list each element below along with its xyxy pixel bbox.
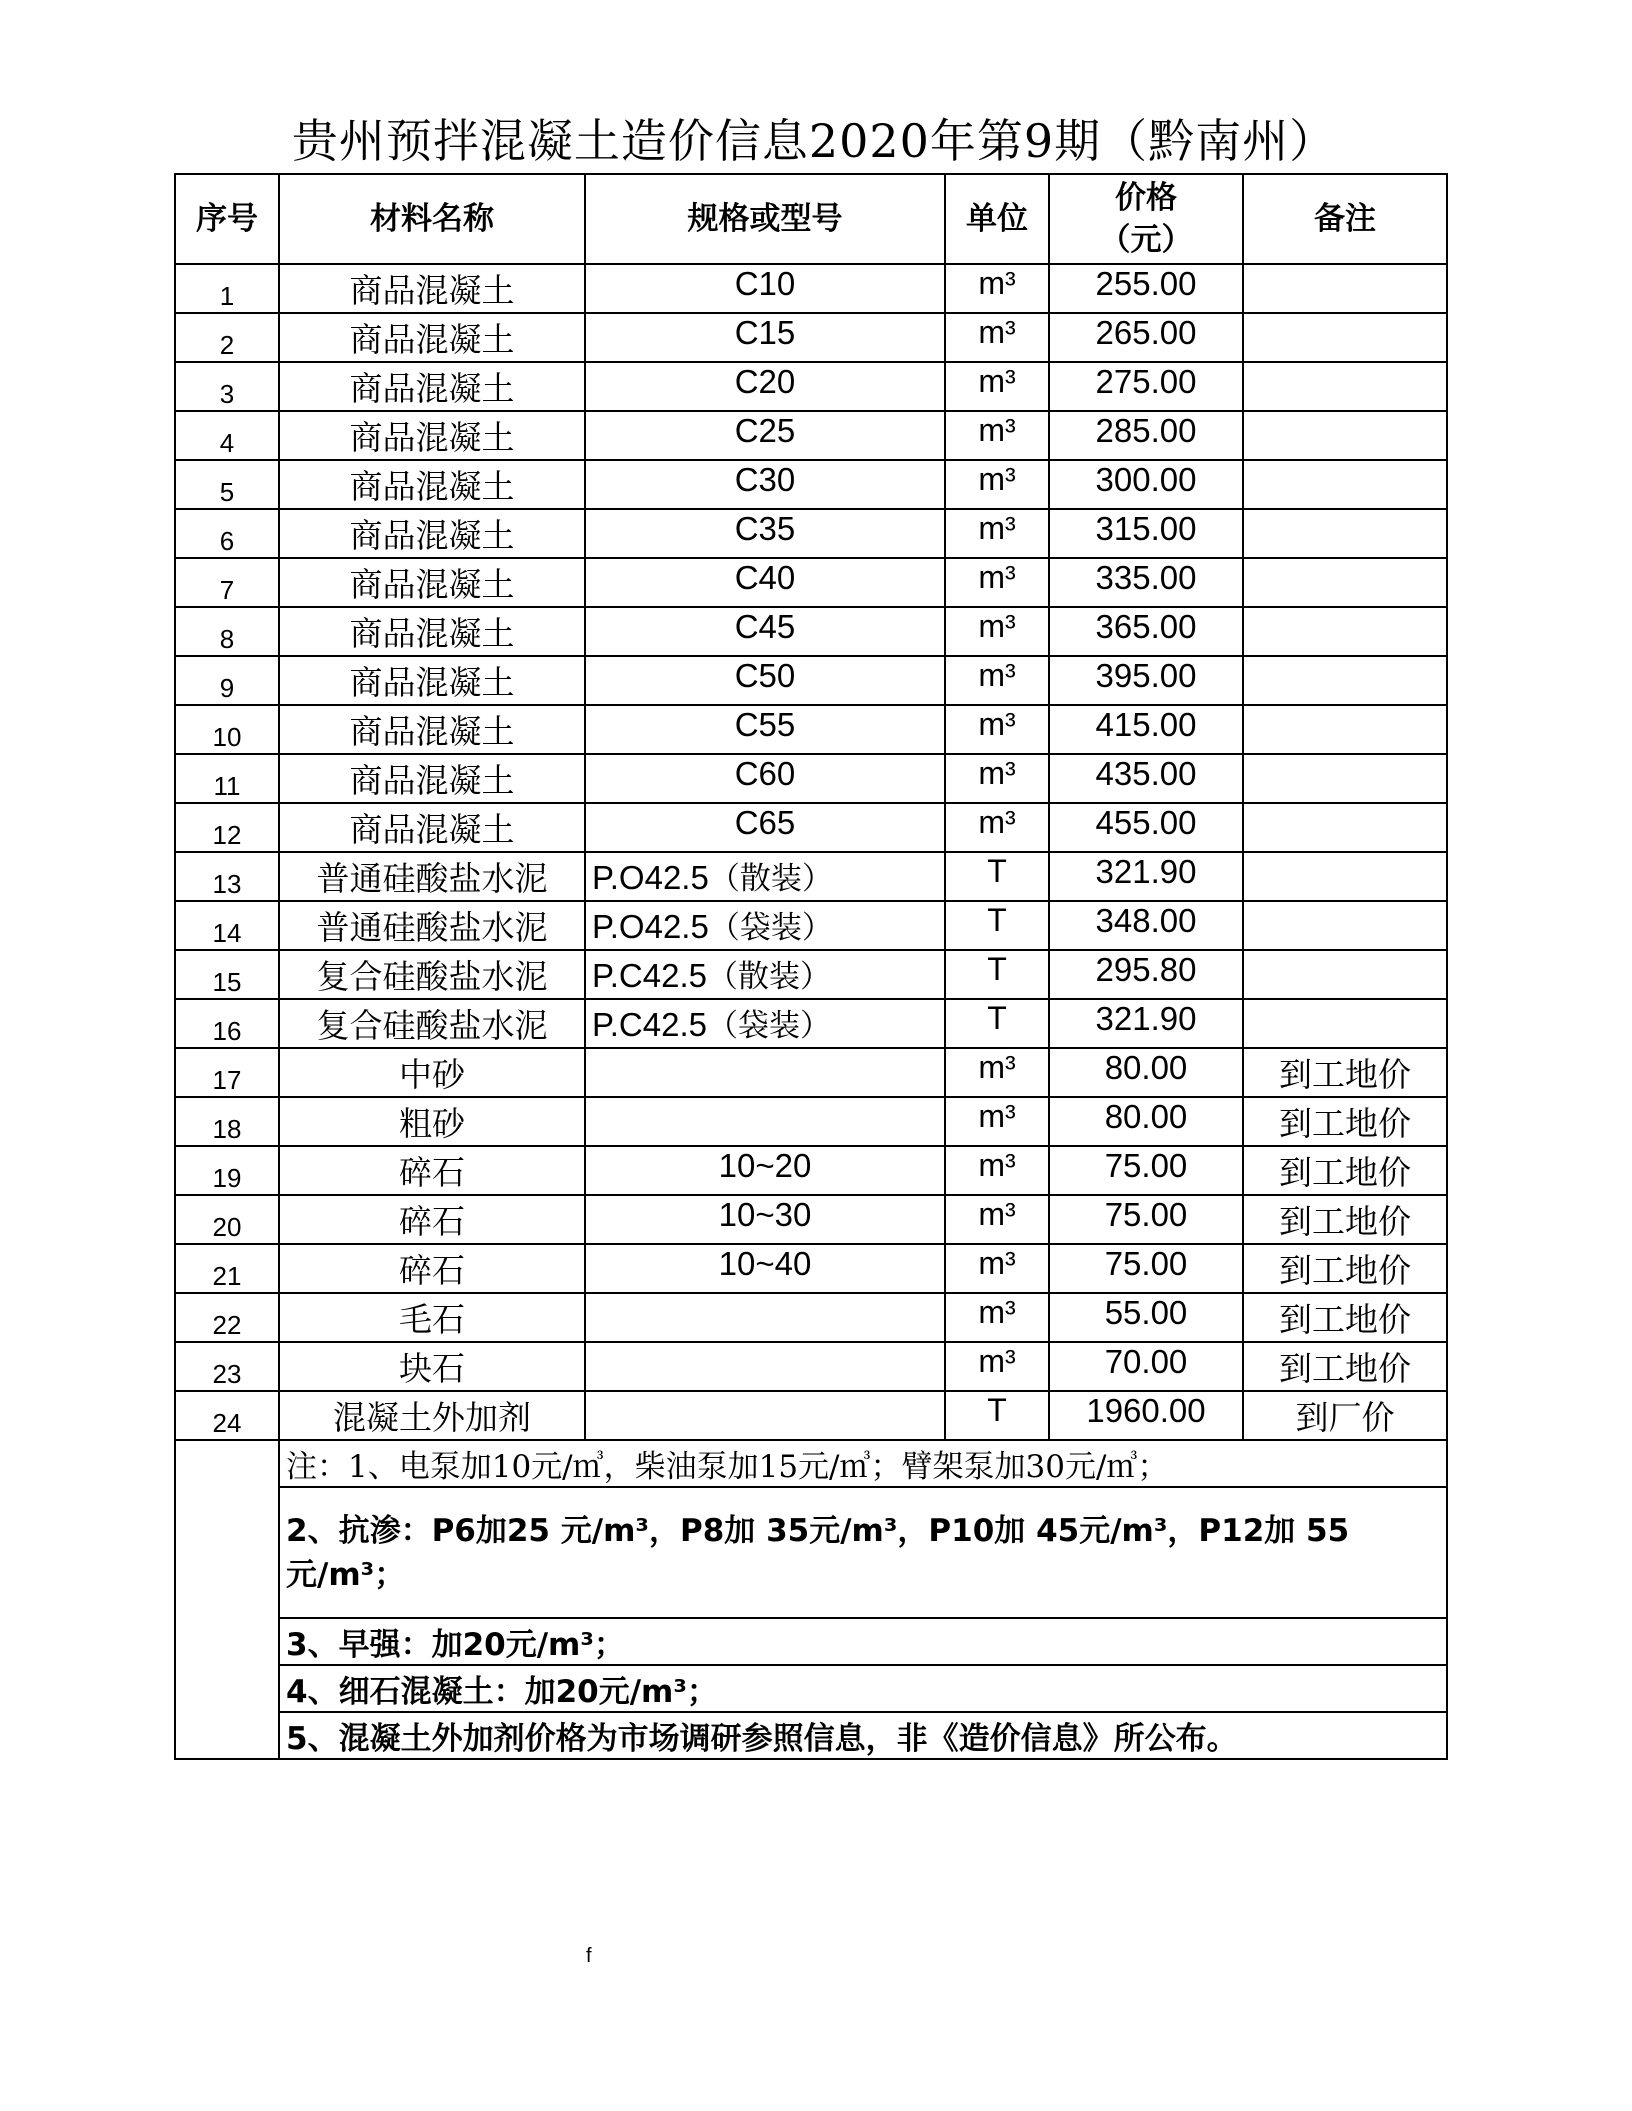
table-row: [175, 264, 1447, 313]
cell-unit: m³: [945, 1342, 1049, 1391]
cell-no: 17: [175, 1048, 279, 1097]
note-row: [175, 1712, 1447, 1759]
cell-remark: [1243, 999, 1447, 1048]
cell-price: 321.90: [1049, 852, 1243, 901]
cell-unit: m³: [945, 411, 1049, 460]
cell-no: 24: [175, 1391, 279, 1440]
cell-name: 商品混凝土: [279, 509, 585, 558]
table-row: [175, 509, 1447, 558]
table-row: [175, 950, 1447, 999]
page-title: 贵州预拌混凝土造价信息2020年第9期（黔南州）: [291, 114, 1337, 168]
cell-unit: m³: [945, 264, 1049, 313]
cell-name: 普通硅酸盐水泥: [279, 901, 585, 950]
cell-price: 80.00: [1049, 1048, 1243, 1097]
cell-spec: C60: [585, 754, 945, 803]
cell-spec: [585, 901, 945, 950]
header-price-line2: （元）: [1099, 222, 1193, 258]
cell-name: 商品混凝土: [279, 460, 585, 509]
cell-no: 14: [175, 901, 279, 950]
table-row: [175, 852, 1447, 901]
cell-no: 23: [175, 1342, 279, 1391]
table-row: [175, 1048, 1447, 1097]
cell-price: 395.00: [1049, 656, 1243, 705]
cell-no: 18: [175, 1097, 279, 1146]
cell-unit: m³: [945, 362, 1049, 411]
cell-name: 商品混凝土: [279, 411, 585, 460]
table-row: [175, 1244, 1447, 1293]
cell-remark: [1243, 950, 1447, 999]
spec-code: P.C42.5: [592, 1006, 707, 1043]
cell-remark: 到工地价: [1243, 1342, 1447, 1391]
note-3: 3、早强：加20元/m³；: [279, 1618, 1447, 1665]
cell-spec: 10~30: [585, 1195, 945, 1244]
cell-no: 16: [175, 999, 279, 1048]
cell-unit: m³: [945, 1048, 1049, 1097]
cell-remark: [1243, 803, 1447, 852]
table-row: [175, 656, 1447, 705]
cell-price: 265.00: [1049, 313, 1243, 362]
cell-remark: 到厂价: [1243, 1391, 1447, 1440]
cell-price: 80.00: [1049, 1097, 1243, 1146]
cell-no: 8: [175, 607, 279, 656]
cell-unit: m³: [945, 509, 1049, 558]
cell-price: 75.00: [1049, 1146, 1243, 1195]
table-row: [175, 705, 1447, 754]
cell-spec: [585, 999, 945, 1048]
cell-remark: [1243, 607, 1447, 656]
cell-no: 1: [175, 264, 279, 313]
spec-pack: （散装）: [708, 861, 833, 897]
cell-price: 335.00: [1049, 558, 1243, 607]
cell-name: 商品混凝土: [279, 803, 585, 852]
note-1: 注：1、电泵加10元/㎥，柴油泵加15元/㎥；臂架泵加30元/㎥；: [279, 1440, 1447, 1487]
cell-unit: T: [945, 1391, 1049, 1440]
cell-spec: C50: [585, 656, 945, 705]
cell-name: 商品混凝土: [279, 362, 585, 411]
cell-remark: [1243, 313, 1447, 362]
cell-spec: C20: [585, 362, 945, 411]
notes-blank-cell: [175, 1440, 279, 1759]
cell-no: 9: [175, 656, 279, 705]
table-body: [175, 264, 1447, 1759]
cell-unit: m³: [945, 1146, 1049, 1195]
cell-remark: 到工地价: [1243, 1293, 1447, 1342]
table-row: [175, 1097, 1447, 1146]
table-header-row: [175, 174, 1447, 264]
cell-spec: [585, 950, 945, 999]
cell-name: 碎石: [279, 1146, 585, 1195]
cell-spec: [585, 1048, 945, 1097]
header-no: 序号: [175, 174, 279, 264]
cell-price: 1960.00: [1049, 1391, 1243, 1440]
cell-price: 275.00: [1049, 362, 1243, 411]
cell-name: 商品混凝土: [279, 313, 585, 362]
cell-remark: 到工地价: [1243, 1048, 1447, 1097]
cell-name: 商品混凝土: [279, 264, 585, 313]
table-row: [175, 411, 1447, 460]
cell-price: 55.00: [1049, 1293, 1243, 1342]
cell-unit: m³: [945, 754, 1049, 803]
cell-name: 粗砂: [279, 1097, 585, 1146]
cell-spec: C10: [585, 264, 945, 313]
cell-price: 75.00: [1049, 1244, 1243, 1293]
cell-remark: 到工地价: [1243, 1146, 1447, 1195]
cell-price: 415.00: [1049, 705, 1243, 754]
table-row: [175, 1342, 1447, 1391]
header-price: [1049, 174, 1243, 264]
cell-no: 4: [175, 411, 279, 460]
cell-remark: [1243, 705, 1447, 754]
cell-price: 295.80: [1049, 950, 1243, 999]
cell-no: 5: [175, 460, 279, 509]
cell-unit: T: [945, 999, 1049, 1048]
note-row: [175, 1618, 1447, 1665]
table-row: [175, 1293, 1447, 1342]
spec-code: P.O42.5: [592, 908, 709, 945]
cell-name: 商品混凝土: [279, 705, 585, 754]
cell-no: 13: [175, 852, 279, 901]
cell-price: 75.00: [1049, 1195, 1243, 1244]
cell-spec: [585, 1097, 945, 1146]
cell-price: 435.00: [1049, 754, 1243, 803]
cell-remark: [1243, 901, 1447, 950]
cell-spec: C30: [585, 460, 945, 509]
cell-spec: [585, 1342, 945, 1391]
table-row: [175, 1146, 1447, 1195]
footer-mark: f: [586, 1945, 592, 1967]
cell-no: 6: [175, 509, 279, 558]
cell-remark: [1243, 362, 1447, 411]
cell-name: 碎石: [279, 1195, 585, 1244]
table-row: [175, 999, 1447, 1048]
cell-no: 19: [175, 1146, 279, 1195]
cell-spec: C55: [585, 705, 945, 754]
cell-unit: T: [945, 950, 1049, 999]
cell-spec: 10~20: [585, 1146, 945, 1195]
cell-name: 商品混凝土: [279, 558, 585, 607]
cell-spec: C45: [585, 607, 945, 656]
table-row: [175, 754, 1447, 803]
cell-no: 3: [175, 362, 279, 411]
table-row: [175, 803, 1447, 852]
spec-code: P.O42.5: [592, 859, 709, 896]
cell-unit: m³: [945, 313, 1049, 362]
cell-unit: m³: [945, 460, 1049, 509]
cell-unit: m³: [945, 1293, 1049, 1342]
cell-spec: [585, 852, 945, 901]
cell-remark: 到工地价: [1243, 1097, 1447, 1146]
cell-unit: m³: [945, 705, 1049, 754]
cell-no: 10: [175, 705, 279, 754]
cell-price: 455.00: [1049, 803, 1243, 852]
cell-spec: 10~40: [585, 1244, 945, 1293]
price-table: [174, 173, 1448, 1760]
cell-unit: m³: [945, 1244, 1049, 1293]
table-row: [175, 607, 1447, 656]
table-row: [175, 901, 1447, 950]
cell-spec: C65: [585, 803, 945, 852]
note-4: 4、细石混凝土：加20元/m³；: [279, 1665, 1447, 1712]
cell-no: 20: [175, 1195, 279, 1244]
cell-price: 315.00: [1049, 509, 1243, 558]
cell-no: 21: [175, 1244, 279, 1293]
spec-code: P.C42.5: [592, 957, 707, 994]
spec-pack: （散装）: [706, 959, 831, 995]
cell-spec: C35: [585, 509, 945, 558]
cell-remark: [1243, 509, 1447, 558]
cell-name: 复合硅酸盐水泥: [279, 950, 585, 999]
cell-remark: [1243, 656, 1447, 705]
cell-unit: m³: [945, 803, 1049, 852]
cell-remark: [1243, 754, 1447, 803]
cell-no: 15: [175, 950, 279, 999]
cell-no: 22: [175, 1293, 279, 1342]
header-unit: 单位: [945, 174, 1049, 264]
spec-pack: （袋装）: [706, 1008, 831, 1044]
cell-price: 348.00: [1049, 901, 1243, 950]
cell-price: 255.00: [1049, 264, 1243, 313]
cell-name: 毛石: [279, 1293, 585, 1342]
header-name: 材料名称: [279, 174, 585, 264]
cell-remark: [1243, 460, 1447, 509]
cell-spec: [585, 1293, 945, 1342]
note-row: [175, 1487, 1447, 1618]
cell-spec: [585, 1391, 945, 1440]
cell-name: 复合硅酸盐水泥: [279, 999, 585, 1048]
header-remark: 备注: [1243, 174, 1447, 264]
cell-remark: 到工地价: [1243, 1244, 1447, 1293]
cell-name: 商品混凝土: [279, 607, 585, 656]
cell-name: 中砂: [279, 1048, 585, 1097]
note-row: [175, 1440, 1447, 1487]
cell-no: 11: [175, 754, 279, 803]
table-row: [175, 460, 1447, 509]
cell-name: 混凝土外加剂: [279, 1391, 585, 1440]
cell-spec: C15: [585, 313, 945, 362]
cell-spec: C25: [585, 411, 945, 460]
cell-name: 商品混凝土: [279, 754, 585, 803]
cell-no: 2: [175, 313, 279, 362]
spec-pack: （袋装）: [708, 910, 833, 946]
cell-unit: m³: [945, 1195, 1049, 1244]
table-row: [175, 558, 1447, 607]
cell-price: 285.00: [1049, 411, 1243, 460]
cell-unit: m³: [945, 656, 1049, 705]
cell-name: 块石: [279, 1342, 585, 1391]
header-price-line1: 价格: [1115, 180, 1177, 216]
cell-unit: T: [945, 901, 1049, 950]
cell-name: 普通硅酸盐水泥: [279, 852, 585, 901]
cell-no: 12: [175, 803, 279, 852]
cell-remark: 到工地价: [1243, 1195, 1447, 1244]
cell-remark: [1243, 264, 1447, 313]
cell-unit: m³: [945, 558, 1049, 607]
note-5: 5、混凝土外加剂价格为市场调研参照信息，非《造价信息》所公布。: [279, 1712, 1447, 1759]
cell-name: 碎石: [279, 1244, 585, 1293]
cell-unit: m³: [945, 1097, 1049, 1146]
note-row: [175, 1665, 1447, 1712]
cell-price: 70.00: [1049, 1342, 1243, 1391]
cell-spec: C40: [585, 558, 945, 607]
cell-unit: m³: [945, 607, 1049, 656]
cell-price: 365.00: [1049, 607, 1243, 656]
cell-remark: [1243, 558, 1447, 607]
cell-name: 商品混凝土: [279, 656, 585, 705]
table-row: [175, 362, 1447, 411]
cell-no: 7: [175, 558, 279, 607]
header-spec: 规格或型号: [585, 174, 945, 264]
cell-unit: T: [945, 852, 1049, 901]
table-row: [175, 1391, 1447, 1440]
note-2: 2、抗渗：P6加25 元/m³，P8加 35元/m³，P10加 45元/m³，P12加 55元/m³；: [279, 1487, 1447, 1618]
cell-remark: [1243, 411, 1447, 460]
cell-price: 321.90: [1049, 999, 1243, 1048]
table-row: [175, 1195, 1447, 1244]
cell-price: 300.00: [1049, 460, 1243, 509]
cell-remark: [1243, 852, 1447, 901]
table-row: [175, 313, 1447, 362]
